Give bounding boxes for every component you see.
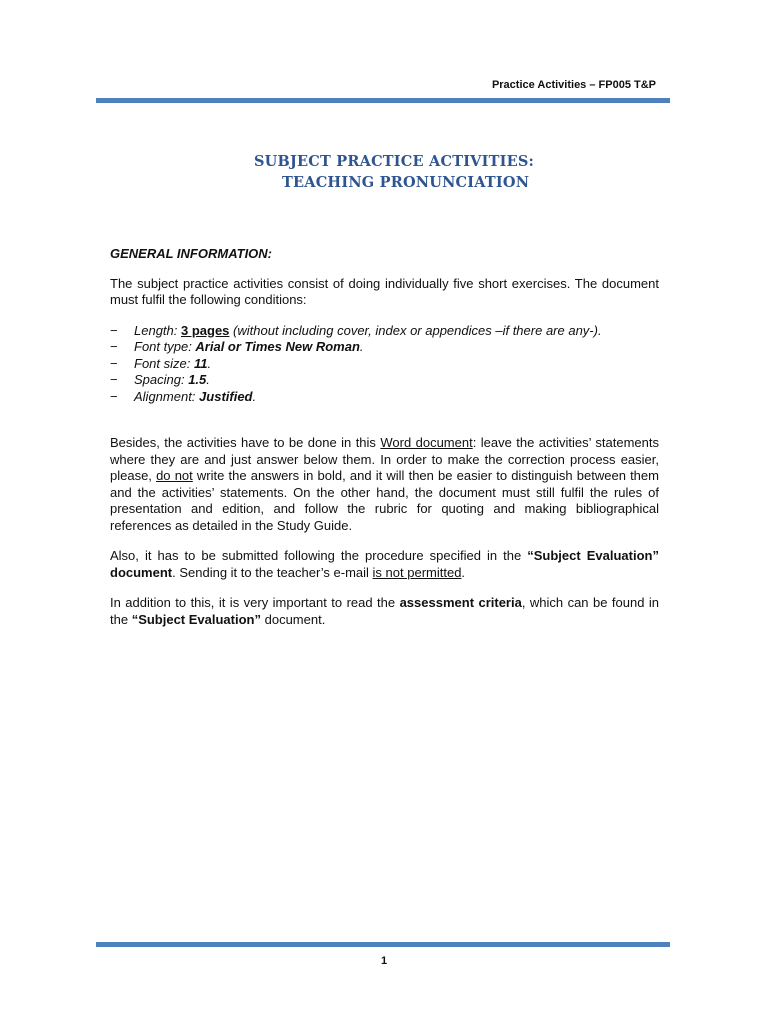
instructions-paragraph <box>110 435 659 534</box>
text-run: In addition to this, it is very important to read the <box>110 595 400 610</box>
text-run: , which can be found in the <box>110 595 659 627</box>
condition-label: Spacing: <box>134 372 189 387</box>
text-run: Besides, the activities have to be done in this <box>110 435 381 450</box>
condition-value: Arial or Times New Roman <box>195 339 360 354</box>
condition-font-size <box>110 356 659 373</box>
condition-label: Alignment: <box>134 388 200 404</box>
assessment-paragraph <box>110 595 659 628</box>
document-title-line1: SUBJECT PRACTICE ACTIVITIES: <box>254 153 535 170</box>
condition-note: (without including cover, index or appendices –if there are any-). <box>229 322 602 338</box>
dash-bullet: − <box>110 372 118 387</box>
condition-note: . <box>252 388 257 404</box>
condition-font-type <box>110 339 659 356</box>
subject-evaluation-reference: “Subject Evaluation” document <box>110 548 659 580</box>
not-permitted-emphasis: is not permitted <box>372 564 462 580</box>
text-run: : leave the activities’ statements where they are and just answer below them. In order to make the correction process easier, please, <box>110 435 659 483</box>
condition-value: Justified <box>199 388 253 404</box>
submission-paragraph <box>110 548 659 581</box>
document-title-line2: TEACHING PRONUNCIATION <box>282 174 530 191</box>
text-run: document. <box>261 611 326 627</box>
condition-label: Font size: <box>134 355 194 371</box>
condition-label: Length: <box>134 322 181 338</box>
condition-length <box>110 323 659 340</box>
intro-paragraph: The subject practice activities consist of doing individually five short exercises. The document must fulfil the following conditions: <box>110 275 659 307</box>
running-header: Practice Activities – FP005 T&P <box>491 79 656 91</box>
condition-note: . <box>206 372 210 387</box>
word-document-link: Word document <box>380 435 473 450</box>
header-rule <box>96 98 670 103</box>
condition-value: 1.5 <box>188 372 207 387</box>
condition-alignment <box>110 389 659 406</box>
section-heading: GENERAL INFORMATION: <box>110 246 273 261</box>
condition-value: 3 pages <box>181 322 230 338</box>
footer-rule <box>96 942 670 947</box>
subject-evaluation-reference: “Subject Evaluation” <box>131 611 261 627</box>
text-run: . Sending it to the teacher’s e-mail <box>172 564 373 580</box>
do-not-emphasis: do not <box>156 468 193 483</box>
text-run: write the answers in bold, and it will then be easier to distinguish between them and the activities’ statements. On the other hand, the document must still fulfil the rules of presentation and edition, and follow the rubric for quoting and making bibliographical references as detailed in the Study Guide. <box>110 468 659 533</box>
condition-note: . <box>359 339 364 354</box>
page-number: 1 <box>380 955 388 967</box>
assessment-criteria-emphasis: assessment criteria <box>399 595 522 610</box>
dash-bullet: − <box>110 388 118 404</box>
document-body <box>110 246 659 642</box>
condition-label: Font type: <box>134 339 196 354</box>
condition-spacing <box>110 372 659 389</box>
text-run: Also, it has to be submitted following the procedure specified in the <box>110 548 528 563</box>
conditions-list <box>110 323 659 406</box>
dash-bullet: − <box>110 322 118 338</box>
text-run: . <box>461 564 466 580</box>
dash-bullet: − <box>110 355 118 371</box>
condition-note: . <box>207 355 212 371</box>
condition-value: 11 <box>193 355 208 371</box>
dash-bullet: − <box>110 339 118 354</box>
